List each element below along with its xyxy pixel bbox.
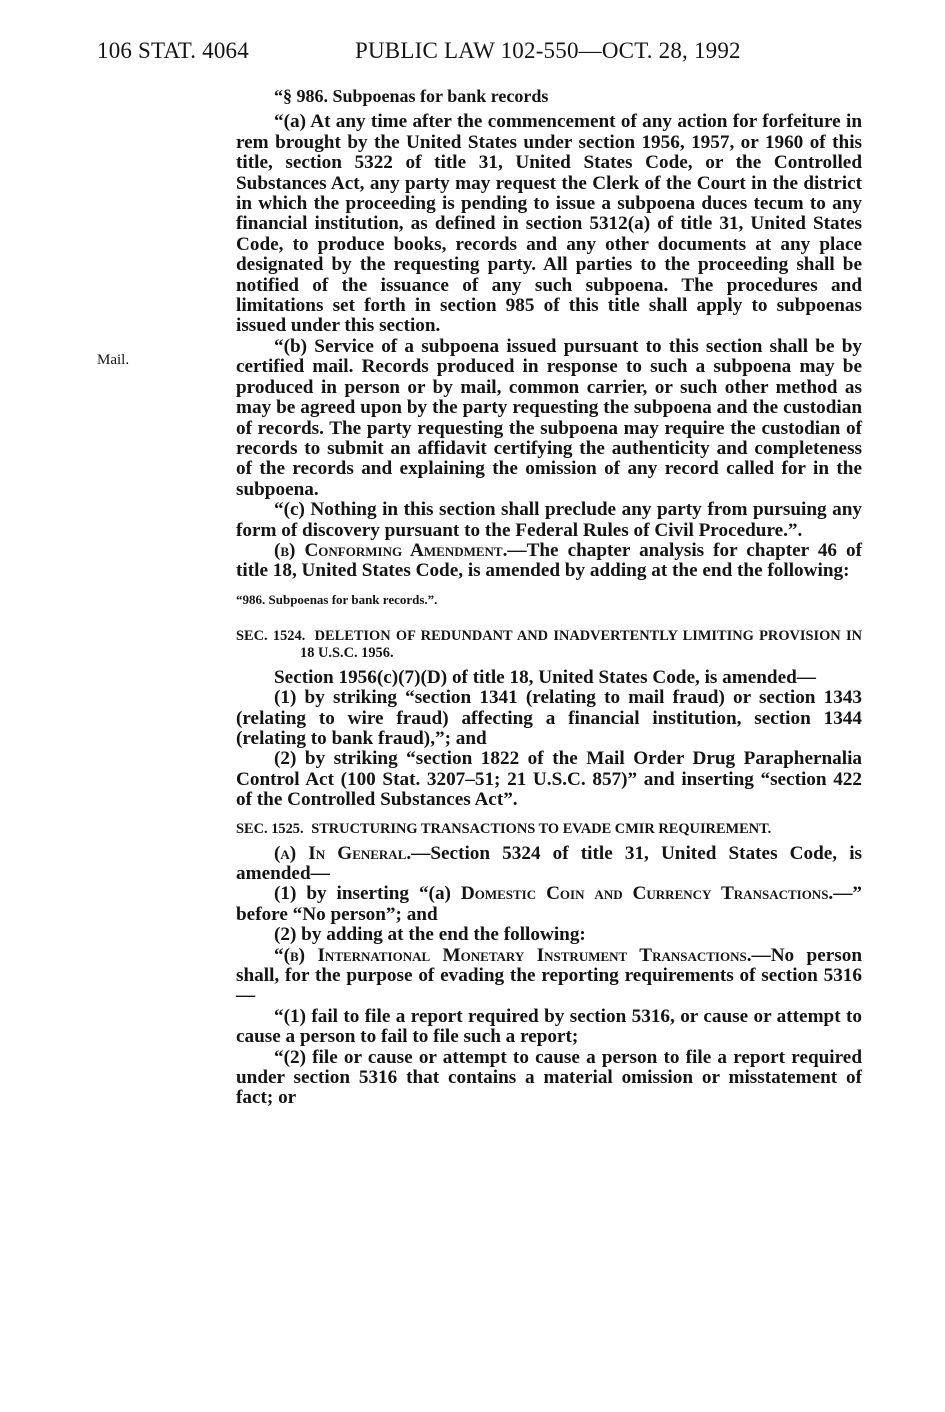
sec-1524-title: DELETION OF REDUNDANT AND INADVERTENTLY LIMITING PROVISION IN 18 U.S.C. 1956. xyxy=(300,627,862,661)
sec-1525-number: SEC. 1525. xyxy=(236,820,304,837)
sec-1524-intro: Section 1956(c)(7)(D) of title 18, United States Code, is amended— xyxy=(274,666,816,688)
document-body xyxy=(236,86,862,1109)
sec-1524-item-2: (2) by striking “section 1822 of the Mail Order Drug Paraphernalia Control Act (100 Stat. 3207–51; 21 U.S.C. 857)” and inserting “section 422 of the Controlled Substances Act”. xyxy=(236,748,862,811)
sec-1525-a-label: (a) In General. xyxy=(274,842,412,864)
section-986-para-a: “(a) At any time after the commencement of any action for forfeiture in rem brought by the United States under section 1956, 1957, or 1960 of this title, section 5322 of title 31, United States Code, or the Controlled Substances Act, any party may request the Clerk of the Court in the district in which the proceeding is pending to issue a subpoena duces tecum to any financial institution, as defined in section 5312(a) of title 31, United States Code, to produce books, records and any other documents at any place designated by the requesting party. All parties to the proceeding shall be notified of the issuance of any such subpoena. The procedures and limitations set forth in section 985 of this title shall apply to subpoenas issued under this section. xyxy=(236,111,862,337)
margin-note-mail: Mail. xyxy=(97,352,130,368)
chapter-analysis-line: “986. Subpoenas for bank records.”. xyxy=(236,591,438,607)
sec-1525-item-1-pre: (1) by inserting “(a) xyxy=(274,883,461,905)
sec-1525-b-item-1: “(1) fail to file a report required by section 5316, or cause or attempt to cause a person to fail to file such a report; xyxy=(236,1005,862,1048)
sec-1525-b-text: —No person shall, for the purpose of evading the reporting requirements of section 5316— xyxy=(236,944,862,1007)
conforming-amendment-text: —The chapter analysis for chapter 46 of title 18, United States Code, is amended by adding at the end the following: xyxy=(236,539,862,582)
page-header xyxy=(97,38,857,72)
public-law-citation: PUBLIC LAW 102-550—OCT. 28, 1992 xyxy=(355,38,741,63)
stat-page-number: 106 STAT. 4064 xyxy=(97,38,249,63)
sec-1525-item-1-heading: Domestic Coin and Currency Transactions. xyxy=(460,883,834,905)
sec-1525-a-text: —Section 5324 of title 31, United States Code, is amended— xyxy=(236,842,863,884)
sec-1524-item-1: (1) by striking “section 1341 (relating to mail fraud) or section 1343 (relating to wire fraud) affecting a financial institution, section 1344 (relating to bank fraud),”; and xyxy=(236,687,862,749)
sec-1524-number: SEC. 1524. xyxy=(236,627,306,644)
conforming-amendment-label: (b) Conforming Amendment. xyxy=(274,539,508,561)
sec-1525-item-2: (2) by adding at the end the following: xyxy=(274,924,586,946)
sec-1525-heading xyxy=(236,821,862,838)
sec-1525-para-a xyxy=(236,844,862,885)
conforming-amendment xyxy=(236,541,862,582)
section-986-para-b: “(b) Service of a subpoena issued pursuant to this section shall be by certified mail. Records produced in response to such a subpoena may be produced in person or by mail, common carrier, or such other method as may be agreed upon by the party requesting the subpoena and the custodian of records. The party requesting the subpoena may require the custodian of records to submit an affidavit certifying the authenticity and completeness of the records and explaining the omission of any record called for in the subpoena. xyxy=(236,335,862,500)
sec-1525-title: STRUCTURING TRANSACTIONS TO EVADE CMIR REQUIREMENT. xyxy=(311,820,772,837)
sec-1525-item-1-post: —” before “No person”; and xyxy=(236,883,863,925)
sec-1525-b-item-2: “(2) file or cause or attempt to cause a person to file a report required under section 5316 that contains a material omission or misstatement of fact; or xyxy=(236,1046,862,1109)
sec-1525-para-b xyxy=(236,946,862,1007)
sec-1524-heading xyxy=(236,628,862,662)
sec-1525-b-label: “(b) International Monetary Instrument Transactions. xyxy=(274,944,752,966)
sec-1525-item-1 xyxy=(198,884,862,925)
section-986-para-c: “(c) Nothing in this section shall preclude any party from pursuing any form of discovery pursuant to the Federal Rules of Civil Procedure.”. xyxy=(236,499,862,541)
section-986-heading: “§ 986. Subpoenas for bank records xyxy=(274,86,549,106)
